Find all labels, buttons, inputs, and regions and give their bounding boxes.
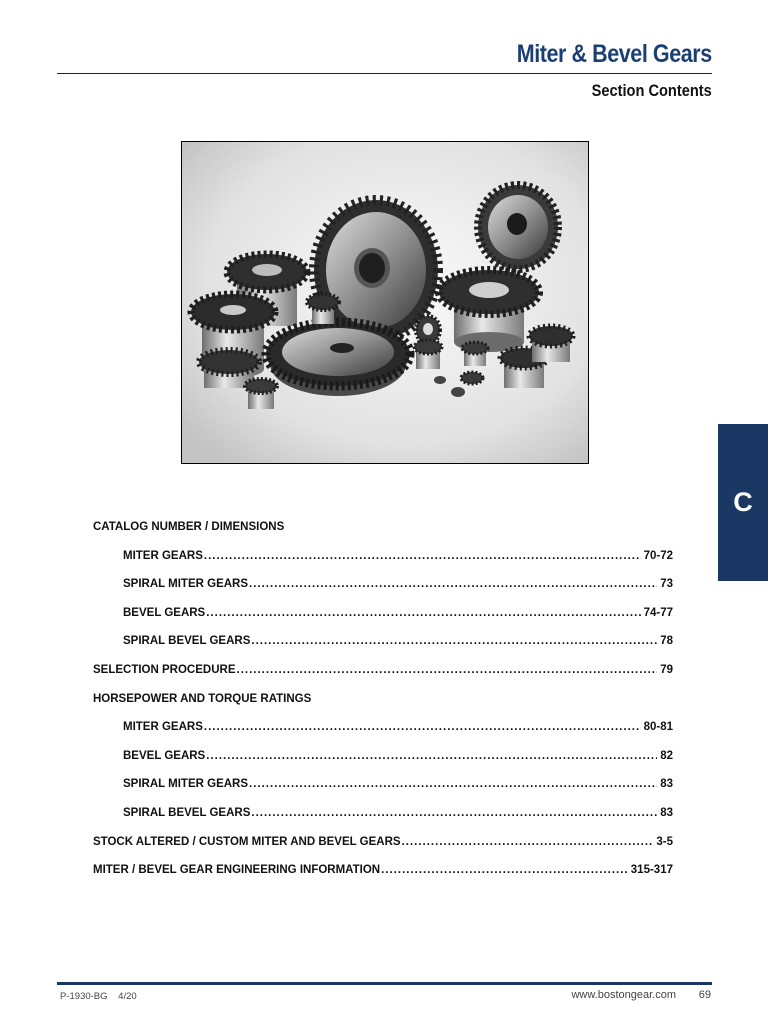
footer-website-link[interactable]: www.bostongear.com <box>571 989 676 1001</box>
toc-entry-label: SPIRAL MITER GEARS <box>123 778 249 791</box>
toc-entry[interactable] <box>123 607 673 625</box>
toc-entry-label: MITER GEARS <box>123 721 203 734</box>
toc-entry[interactable] <box>123 578 673 596</box>
footer-divider <box>57 982 712 985</box>
toc-leader-dots <box>206 607 640 619</box>
section-tab <box>718 424 768 581</box>
toc-leader-dots <box>249 778 657 790</box>
toc-entry[interactable] <box>93 521 673 539</box>
toc-entry-page: 79 <box>660 664 673 676</box>
gears-product-photo <box>181 141 589 464</box>
toc-leader-dots <box>249 578 657 590</box>
title-divider <box>57 73 712 74</box>
toc-entry-label: MITER / BEVEL GEAR ENGINEERING INFORMATION <box>93 864 381 877</box>
toc-entry[interactable] <box>123 550 673 568</box>
footer-page-number: 69 <box>698 989 711 1001</box>
footer-doc-code: P-1930-BG <box>60 991 108 1002</box>
page-subtitle: Section Contents <box>591 81 712 100</box>
toc-entry-page: 82 <box>660 749 673 762</box>
toc-entry[interactable] <box>123 635 673 653</box>
toc-entry-label: BEVEL GEARS <box>123 749 206 762</box>
toc-entry-label: MITER GEARS <box>123 549 203 562</box>
toc-leader-dots <box>251 807 657 819</box>
toc-leader-dots <box>204 721 641 733</box>
toc-entry[interactable] <box>93 664 673 682</box>
toc-entry[interactable] <box>123 778 673 796</box>
toc-entry-label: SPIRAL BEVEL GEARS <box>123 807 251 819</box>
toc-leader-dots <box>206 750 657 762</box>
toc-leader-dots <box>402 836 654 848</box>
toc-entry-label: SPIRAL BEVEL GEARS <box>123 635 251 648</box>
toc-entry-page: 3-5 <box>656 835 673 848</box>
toc-leader-dots <box>251 635 657 647</box>
toc-entry-label: STOCK ALTERED / CUSTOM MITER AND BEVEL GEARS <box>93 835 401 848</box>
section-tab-letter: C <box>733 487 753 517</box>
toc-entry[interactable] <box>123 750 673 768</box>
toc-leader-dots <box>381 864 628 876</box>
toc-entry[interactable] <box>93 864 673 882</box>
toc-entry[interactable] <box>93 836 673 854</box>
toc-entry-page: 70-72 <box>643 549 673 562</box>
toc-entry-page: 78 <box>660 635 673 648</box>
toc-entry-label: BEVEL GEARS <box>123 606 206 619</box>
footer-doc-info <box>60 991 137 1002</box>
toc-entry-page: 74-77 <box>643 606 673 619</box>
toc-entry-label: CATALOG NUMBER / DIMENSIONS <box>93 521 285 533</box>
footer-date: 4/20 <box>118 991 137 1002</box>
page-title: Miter & Bevel Gears <box>517 40 712 68</box>
toc-entry-label: SPIRAL MITER GEARS <box>123 578 249 591</box>
toc-entry-page: 315-317 <box>630 864 673 877</box>
toc-entry-page: 80-81 <box>643 721 673 734</box>
toc-entry[interactable] <box>123 807 673 825</box>
toc-entry[interactable] <box>123 721 673 739</box>
toc-entry-page: 73 <box>660 578 673 591</box>
toc-entry-label: HORSEPOWER AND TORQUE RATINGS <box>93 692 312 705</box>
toc-entry-label: SELECTION PROCEDURE <box>93 664 236 676</box>
toc-entry[interactable] <box>93 693 673 711</box>
toc-leader-dots <box>204 550 641 562</box>
toc-entry-page: 83 <box>660 778 673 791</box>
toc-leader-dots <box>237 664 658 676</box>
toc-entry-page: 83 <box>660 807 673 819</box>
